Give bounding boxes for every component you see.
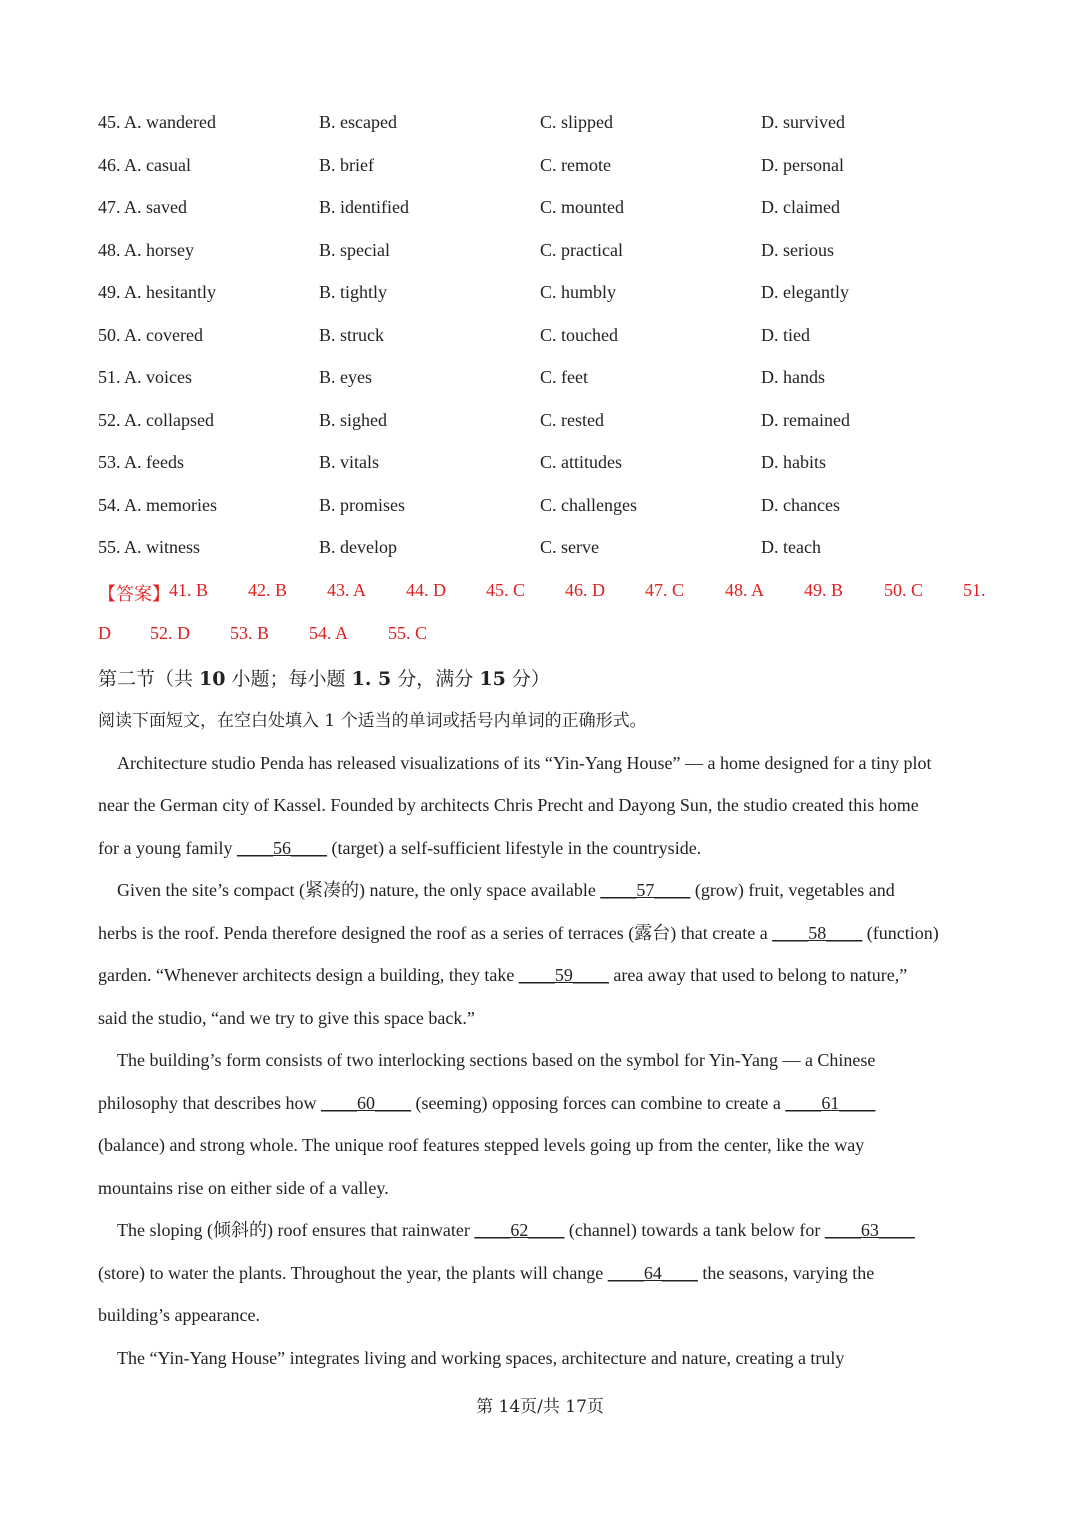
option-row [98,529,990,572]
line-text: (target) a self-sufficient lifestyle in the countryside. [326,837,702,858]
option-a: 54. A. memories [98,494,217,515]
option-b: B. promises [319,494,406,515]
answer-label: 【答案】 [98,583,170,604]
option-d: D. tied [761,324,810,345]
line-text: herbs is the roof. Penda therefore designed the roof as a series of terraces (露台) that create a [98,922,773,943]
blank-64: ____64____ [607,1262,698,1283]
passage-line [98,954,990,997]
option-d: D. hands [761,367,825,387]
blank-61: ____61____ [785,1092,876,1113]
line-text: (seeming) opposing forces can combine to create a [410,1092,786,1113]
passage-line [98,869,990,912]
answer-item: 52. D [150,622,190,643]
option-b: B. develop [319,537,397,557]
option-a: 50. A. covered [98,324,203,345]
option-a: 55. A. witness [98,537,201,557]
option-row [98,444,990,487]
option-row [98,317,990,360]
option-a: 47. A. saved [98,197,187,217]
line-text: (function) [862,922,939,943]
page-footer: 第 14页/共 17页 [476,1397,604,1417]
blank-58: ____58____ [772,922,863,943]
passage-line: The building’s form consists of two interlocking sections based on the symbol for Yin-Yang — a Chinese [117,1050,876,1070]
option-a: 46. A. casual [98,154,191,175]
option-d: D. elegantly [761,282,849,302]
passage-line: building’s appearance. [98,1305,260,1325]
option-a: 45. A. wandered [98,112,216,132]
option-b: B. sighed [319,409,388,430]
passage-line [98,912,990,955]
line-text: area away that used to belong to nature,” [608,965,908,985]
option-d: D. claimed [761,197,840,217]
answer-item: 44. D [406,579,446,600]
option-c: C. practical [540,239,623,260]
section-title [98,658,990,700]
answer-item: 43. A [327,579,367,600]
section-count: 10 [199,667,226,690]
option-c: C. touched [540,324,618,345]
answer-item: 46. D [565,579,605,600]
option-c: C. humbly [540,282,617,302]
blank-59: ____59____ [518,965,609,985]
instruction: 阅读下面短文，在空白处填入 1 个适当的单词或括号内单词的正确形式。 [98,710,647,731]
answer-item: 53. B [230,622,270,643]
option-row [98,189,990,232]
passage-line: The “Yin-Yang House” integrates living and working spaces, architecture and nature, creating a truly [117,1347,845,1368]
line-text: philosophy that describes how [98,1092,321,1113]
option-b: B. identified [319,197,409,217]
option-b: B. tightly [319,282,388,302]
option-b: B. eyes [319,367,372,387]
answer-item: 47. C [645,579,685,600]
option-a: 52. A. collapsed [98,409,214,430]
line-text: The sloping (倾斜的) roof ensures that rainwater [117,1220,475,1240]
blank-62: ____62____ [474,1220,565,1240]
option-b: B. escaped [319,112,397,132]
document-page [98,104,990,1379]
option-d: D. habits [761,452,826,472]
answer-item: 41. B [169,579,209,600]
option-d: D. teach [761,537,821,557]
option-row [98,274,990,317]
section-title-text: 分，满分 [391,667,480,690]
option-row [98,232,990,275]
option-b: B. brief [319,154,374,175]
option-c: C. feet [540,367,588,387]
option-d: D. survived [761,112,845,132]
line-text: (store) to water the plants. Throughout the year, the plants will change [98,1262,608,1283]
passage-line: near the German city of Kassel. Founded by architects Chris Precht and Dayong Sun, the studio created this home [98,795,919,815]
option-b: B. vitals [319,452,380,472]
option-row [98,104,990,147]
option-c: C. slipped [540,112,614,132]
answer-item: 49. B [804,579,844,600]
blank-63: ____63____ [824,1220,915,1240]
option-d: D. remained [761,409,850,430]
option-row [98,359,990,402]
answer-item: 54. A [309,622,349,643]
passage-line: mountains rise on either side of a valley. [98,1177,389,1198]
option-b: B. special [319,239,390,260]
section-title-text: 第二节（共 [98,667,200,690]
options-list [98,104,990,572]
passage-line [98,1082,990,1125]
line-text: Given the site’s compact (紧凑的) nature, the only space available [117,880,601,900]
option-d: D. personal [761,154,844,175]
option-b: B. struck [319,324,384,345]
answer-item: 45. C [486,579,526,600]
option-c: C. serve [540,537,599,557]
answer-item: 42. B [248,579,288,600]
line-text: for a young family [98,837,237,858]
section-points: 1. 5 [351,667,392,690]
passage [98,742,990,1380]
section-total: 15 [479,667,506,690]
option-a: 53. A. feeds [98,452,184,472]
line-text: (grow) fruit, vegetables and [690,880,895,900]
answer-item: 55. C [388,622,428,643]
answer-item: 50. C [884,579,924,600]
answer-item: 48. A [725,579,765,600]
answer-item: 51. [963,579,986,600]
option-c: C. mounted [540,197,624,217]
option-a: 48. A. horsey [98,239,194,260]
option-a: 51. A. voices [98,367,192,387]
option-c: C. challenges [540,494,637,515]
option-row [98,487,990,530]
option-d: D. serious [761,239,834,260]
option-d: D. chances [761,494,840,515]
answer-key [98,572,990,657]
line-text: garden. “Whenever architects design a building, they take [98,965,519,985]
option-a: 49. A. hesitantly [98,282,216,302]
section-title-text: 小题；每小题 [225,667,352,690]
line-text: the seasons, varying the [697,1262,875,1283]
passage-line [98,1209,990,1252]
line-text: (channel) towards a tank below for [564,1220,825,1240]
answer-item: D [98,622,111,643]
option-c: C. attitudes [540,452,622,472]
section-title-text: 分） [505,667,550,690]
option-row [98,402,990,445]
passage-line: Architecture studio Penda has released visualizations of its “Yin-Yang House” — a home designed for a tiny plot [117,752,932,773]
passage-line [98,1252,990,1295]
option-row [98,147,990,190]
option-c: C. remote [540,154,611,175]
blank-60: ____60____ [320,1092,411,1113]
passage-line: said the studio, “and we try to give this space back.” [98,1007,475,1028]
blank-56: ____56____ [236,837,327,858]
option-c: C. rested [540,409,604,430]
blank-57: ____57____ [600,880,691,900]
passage-line [98,827,990,870]
passage-line: (balance) and strong whole. The unique roof features stepped levels going up from the center, like the way [98,1135,865,1155]
